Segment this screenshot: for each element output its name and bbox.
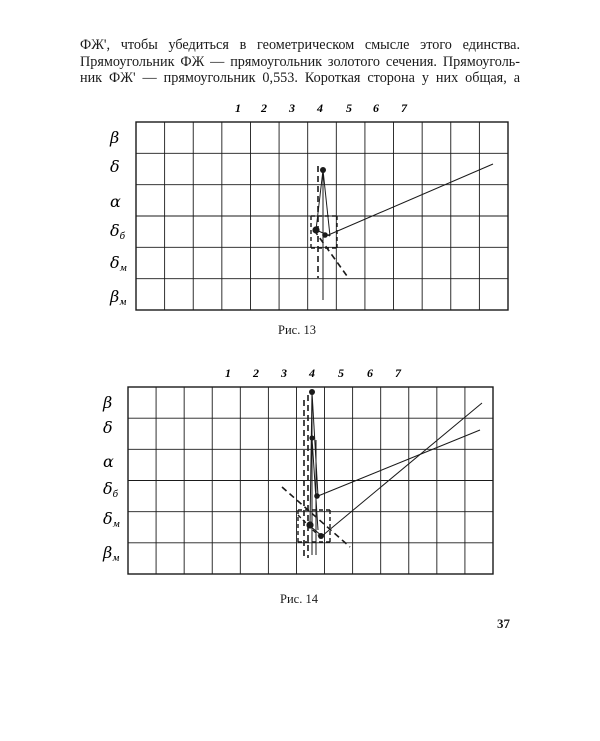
f13-row-label: βм bbox=[110, 287, 127, 308]
f14-row-label: δм bbox=[103, 509, 121, 530]
f13-row-label: β bbox=[110, 128, 120, 147]
f14-column-label: 1 bbox=[225, 366, 231, 380]
f13-row-label: δм bbox=[110, 253, 128, 274]
f14-row-label: α bbox=[103, 452, 114, 471]
f14-row-label: δ bbox=[103, 418, 113, 437]
text-line-3: ник ФЖ' — прямоугольник 0,553. Короткая сторона у них общая, а bbox=[80, 70, 520, 86]
f14-point-3 bbox=[314, 493, 320, 499]
f14-point-2 bbox=[309, 435, 314, 440]
f14-row-label: δб bbox=[103, 479, 119, 500]
f13-row-label: α bbox=[110, 192, 121, 211]
f14-long-line-2 bbox=[322, 403, 482, 536]
f14-column-label: 5 bbox=[338, 366, 344, 380]
figure-13-caption: Рис. 13 bbox=[278, 323, 316, 337]
f14-long-line-1 bbox=[318, 430, 480, 496]
f13-column-label: 4 bbox=[317, 101, 323, 115]
f14-point-1 bbox=[309, 389, 315, 395]
text-line-2: Прямоугольник ФЖ — прямоугольник золотого сечения. Прямоуголь- bbox=[80, 53, 520, 70]
figure-14-row-labels bbox=[102, 393, 120, 564]
f14-column-label: 7 bbox=[395, 366, 401, 380]
figure-14-column-labels bbox=[225, 366, 402, 380]
f14-row-label: βм bbox=[103, 543, 120, 564]
f13-row-label: δ bbox=[110, 157, 120, 176]
f14-column-label: 4 bbox=[309, 366, 315, 380]
f14-point-5 bbox=[318, 533, 324, 539]
f14-column-label: 2 bbox=[253, 366, 259, 380]
f13-column-label: 7 bbox=[401, 101, 407, 115]
page-number: 37 bbox=[497, 616, 510, 631]
f14-column-label: 6 bbox=[367, 366, 373, 380]
f13-column-label: 6 bbox=[373, 101, 379, 115]
f13-column-label: 3 bbox=[289, 101, 295, 115]
figure-14-caption: Рис. 14 bbox=[280, 592, 318, 606]
f14-column-label: 3 bbox=[281, 366, 287, 380]
f13-column-label: 5 bbox=[346, 101, 352, 115]
text-line-1: ФЖ', чтобы убедиться в геометрическом смысле этого единства. bbox=[80, 37, 520, 53]
f14-point-4 bbox=[306, 521, 313, 528]
f13-row-label: δб bbox=[110, 221, 126, 242]
f13-column-label: 1 bbox=[235, 101, 241, 115]
f14-row-label: β bbox=[103, 393, 113, 412]
f13-column-label: 2 bbox=[261, 101, 267, 115]
figure-14-construction-lines bbox=[282, 392, 482, 560]
